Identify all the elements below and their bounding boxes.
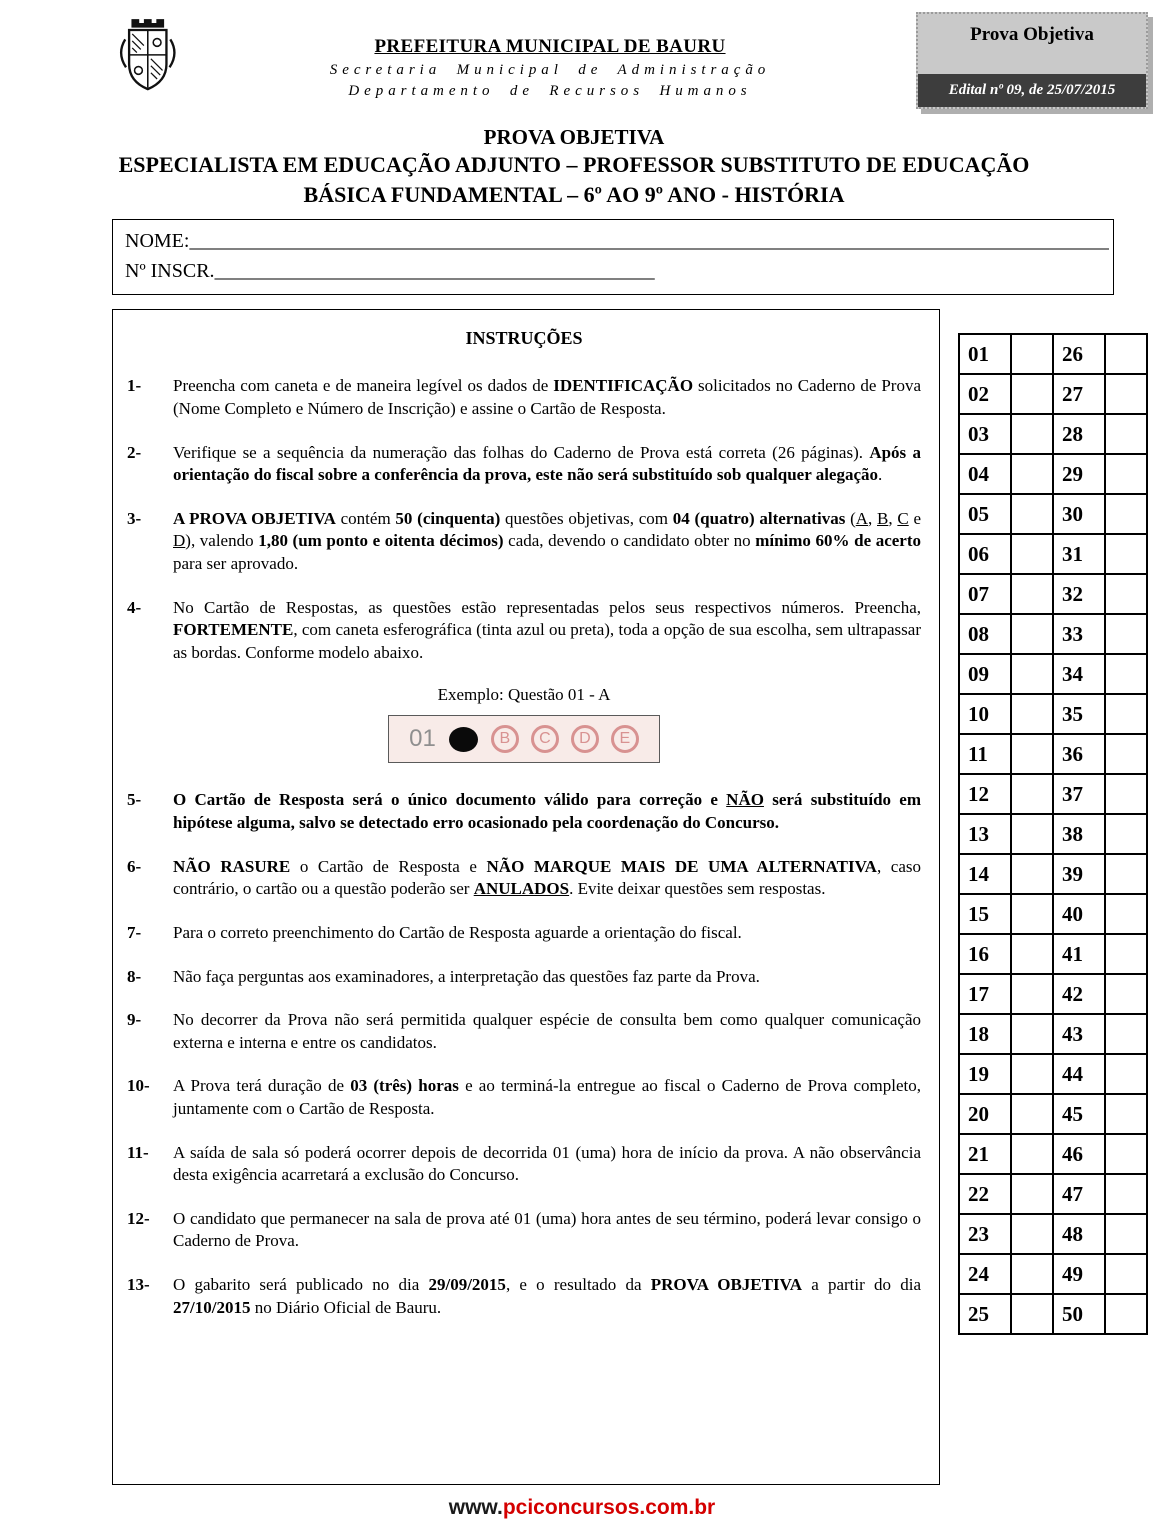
answer-cell xyxy=(1011,334,1053,374)
answer-grid-row xyxy=(959,1174,1147,1214)
answer-cell xyxy=(1011,734,1053,774)
answer-grid-wrap xyxy=(958,333,1148,1485)
instruction-item xyxy=(127,1075,921,1120)
example-options xyxy=(491,725,639,753)
example-question-number: 01 xyxy=(409,725,436,753)
question-number-cell: 45 xyxy=(1053,1094,1105,1134)
instruction-item xyxy=(127,922,921,945)
answer-grid-row xyxy=(959,894,1147,934)
answer-grid-row xyxy=(959,1214,1147,1254)
inscription-blank-line: ____________________________________________ xyxy=(214,260,655,283)
answer-cell xyxy=(1105,854,1147,894)
question-number-cell: 34 xyxy=(1053,654,1105,694)
answer-grid-row xyxy=(959,1294,1147,1334)
question-number-cell: 22 xyxy=(959,1174,1011,1214)
answer-grid-row xyxy=(959,374,1147,414)
question-number-cell: 07 xyxy=(959,574,1011,614)
instruction-item xyxy=(127,1208,921,1253)
answer-grid-row xyxy=(959,1254,1147,1294)
instructions-part1 xyxy=(127,375,921,664)
answer-cell xyxy=(1105,774,1147,814)
instruction-item xyxy=(127,597,921,665)
answer-grid-row xyxy=(959,694,1147,734)
answer-cell xyxy=(1105,414,1147,454)
question-number-cell: 27 xyxy=(1053,374,1105,414)
footer-url-main: pciconcursos.com.br xyxy=(502,1496,716,1519)
instruction-number: 1- xyxy=(127,376,142,396)
answer-grid-row xyxy=(959,774,1147,814)
answer-cell xyxy=(1105,694,1147,734)
answer-cell xyxy=(1011,1014,1053,1054)
answer-grid-row xyxy=(959,614,1147,654)
question-number-cell: 50 xyxy=(1053,1294,1105,1334)
main-area xyxy=(112,309,1148,1485)
instruction-item xyxy=(127,966,921,989)
answer-cell xyxy=(1011,1094,1053,1134)
question-number-cell: 04 xyxy=(959,454,1011,494)
instruction-text: No Cartão de Respostas, as questões estão representadas pelos seus respectivos números. Preencha, FORTEMENTE, com caneta esferográfica (tinta azul ou preta), toda a opção de sua escolha, sem ultrapassar as bordas. Conforme modelo abaixo. xyxy=(173,597,921,662)
instruction-item xyxy=(127,789,921,834)
org-secretaria: Secretaria Municipal de Administração xyxy=(329,62,771,78)
question-number-cell: 02 xyxy=(959,374,1011,414)
question-number-cell: 42 xyxy=(1053,974,1105,1014)
question-number-cell: 47 xyxy=(1053,1174,1105,1214)
answer-cell xyxy=(1011,814,1053,854)
answer-cell xyxy=(1011,774,1053,814)
example-option-circle: B xyxy=(491,725,519,753)
answer-cell xyxy=(1011,654,1053,694)
answer-cell xyxy=(1105,1134,1147,1174)
answer-cell xyxy=(1105,814,1147,854)
answer-cell xyxy=(1105,1094,1147,1134)
answer-grid-row xyxy=(959,814,1147,854)
answer-cell xyxy=(1105,1214,1147,1254)
instruction-number: 6- xyxy=(127,856,142,876)
answer-grid-row xyxy=(959,974,1147,1014)
question-number-cell: 48 xyxy=(1053,1214,1105,1254)
answer-cell xyxy=(1011,934,1053,974)
example-option-circle: C xyxy=(531,725,559,753)
answer-cell xyxy=(1105,1014,1147,1054)
answer-cell xyxy=(1105,494,1147,534)
answer-cell xyxy=(1011,1054,1053,1094)
answer-grid-row xyxy=(959,1054,1147,1094)
name-blank-line: ____________________________________________________________________________________________ xyxy=(189,230,1109,253)
question-number-cell: 32 xyxy=(1053,574,1105,614)
example-caption: Exemplo: Questão 01 - A xyxy=(437,685,611,705)
example-block xyxy=(127,685,921,763)
title-block xyxy=(0,125,1148,209)
answer-cell xyxy=(1011,1254,1053,1294)
answer-cell xyxy=(1105,534,1147,574)
instruction-text: Não faça perguntas aos examinadores, a interpretação das questões faz parte da Prova. xyxy=(173,966,760,986)
instruction-text: O Cartão de Resposta será o único documento válido para correção e NÃO será substituído em hipótese alguma, salvo se detectado erro ocasionado pela coordenação do Concurso. xyxy=(173,790,922,833)
instruction-number: 4- xyxy=(127,597,142,617)
instruction-number: 11- xyxy=(127,1142,149,1162)
answer-cell xyxy=(1011,574,1053,614)
question-number-cell: 08 xyxy=(959,614,1011,654)
question-number-cell: 46 xyxy=(1053,1134,1105,1174)
question-number-cell: 29 xyxy=(1053,454,1105,494)
footer-url-prefix: www. xyxy=(448,1496,503,1519)
question-number-cell: 13 xyxy=(959,814,1011,854)
answer-cell xyxy=(1105,894,1147,934)
question-number-cell: 26 xyxy=(1053,334,1105,374)
bauru-coat-of-arms-logo xyxy=(112,14,184,107)
question-number-cell: 24 xyxy=(959,1254,1011,1294)
answer-cell xyxy=(1105,1254,1147,1294)
instruction-text: O candidato que permanecer na sala de prova até 01 (uma) hora antes de seu término, poderá levar consigo o Caderno de Prova. xyxy=(173,1208,921,1251)
question-number-cell: 05 xyxy=(959,494,1011,534)
answer-cell xyxy=(1011,894,1053,934)
instruction-number: 7- xyxy=(127,922,142,942)
header xyxy=(0,12,1148,109)
question-number-cell: 16 xyxy=(959,934,1011,974)
instruction-number: 3- xyxy=(127,508,142,528)
question-number-cell: 18 xyxy=(959,1014,1011,1054)
instruction-item xyxy=(127,856,921,901)
position-title-line2: BÁSICA FUNDAMENTAL – 6º AO 9º ANO - HISTÓRIA xyxy=(303,181,845,207)
org-name: PREFEITURA MUNICIPAL DE BAURU xyxy=(374,36,726,57)
instruction-number: 13- xyxy=(127,1275,150,1294)
example-answer-strip xyxy=(388,715,660,763)
answer-cell xyxy=(1105,1054,1147,1094)
inscription-field xyxy=(125,256,1109,286)
instructions-box xyxy=(112,309,940,1485)
coat-of-arms-icon xyxy=(112,14,182,102)
question-number-cell: 09 xyxy=(959,654,1011,694)
question-number-cell: 36 xyxy=(1053,734,1105,774)
question-number-cell: 49 xyxy=(1053,1254,1105,1294)
answer-cell xyxy=(1011,1134,1053,1174)
instruction-text: A Prova terá duração de 03 (três) horas e ao terminá-la entregue ao fiscal o Caderno de Prova completo, juntamente com o Cartão de Resposta. xyxy=(173,1076,921,1118)
answer-grid-row xyxy=(959,334,1147,374)
instruction-text: Preencha com caneta e de maneira legível os dados de IDENTIFICAÇÃO solicitados no Caderno de Prova (Nome Completo e Número de Inscrição) e assine o Cartão de Resposta. xyxy=(173,376,922,418)
answer-cell xyxy=(1011,694,1053,734)
answer-cell xyxy=(1105,974,1147,1014)
answer-cell xyxy=(1011,854,1053,894)
answer-cell xyxy=(1105,734,1147,774)
answer-cell xyxy=(1105,614,1147,654)
position-title-line1: ESPECIALISTA EM EDUCAÇÃO ADJUNTO – PROFESSOR SUBSTITUTO DE EDUCAÇÃO xyxy=(118,152,1030,177)
question-number-cell: 33 xyxy=(1053,614,1105,654)
instruction-item xyxy=(127,442,921,487)
answer-cell xyxy=(1011,974,1053,1014)
badge-edital: Edital nº 09, de 25/07/2015 xyxy=(918,74,1146,107)
answer-grid-row xyxy=(959,654,1147,694)
answer-cell xyxy=(1011,494,1053,534)
answer-grid-row xyxy=(959,1014,1147,1054)
question-number-cell: 38 xyxy=(1053,814,1105,854)
question-number-cell: 31 xyxy=(1053,534,1105,574)
inscription-label: Nº INSCR. xyxy=(125,260,215,283)
answer-grid-row xyxy=(959,854,1147,894)
answer-cell xyxy=(1105,1174,1147,1214)
question-number-cell: 12 xyxy=(959,774,1011,814)
question-number-cell: 41 xyxy=(1053,934,1105,974)
candidate-id-box xyxy=(112,219,1114,295)
question-number-cell: 30 xyxy=(1053,494,1105,534)
question-number-cell: 35 xyxy=(1053,694,1105,734)
instructions-part2 xyxy=(127,789,921,1319)
instruction-number: 12- xyxy=(127,1208,150,1228)
footer-link[interactable] xyxy=(449,1496,715,1519)
instruction-item xyxy=(127,1009,921,1054)
org-departamento: Departamento de Recursos Humanos xyxy=(348,83,752,99)
answer-grid-row xyxy=(959,734,1147,774)
question-number-cell: 23 xyxy=(959,1214,1011,1254)
question-number-cell: 20 xyxy=(959,1094,1011,1134)
exam-type-badge xyxy=(916,12,1148,109)
instruction-text: Verifique se a sequência da numeração das folhas do Caderno de Prova está correta (26 páginas). Após a orientação do fiscal sobre a conferência da prova, este não será substituído sob qualquer alegação. xyxy=(173,442,921,485)
instruction-number: 9- xyxy=(127,1010,142,1030)
instruction-number: 5- xyxy=(127,790,142,810)
instruction-item xyxy=(127,508,921,576)
instruction-number: 8- xyxy=(127,966,142,986)
instruction-text: No decorrer da Prova não será permitida qualquer espécie de consulta bem como qualquer comunicação externa e interna e entre os candidatos. xyxy=(173,1010,921,1052)
question-number-cell: 21 xyxy=(959,1134,1011,1174)
answer-cell xyxy=(1011,374,1053,414)
instruction-item xyxy=(127,1142,921,1187)
question-number-cell: 11 xyxy=(959,734,1011,774)
org-block xyxy=(184,12,916,100)
question-number-cell: 15 xyxy=(959,894,1011,934)
answer-cell xyxy=(1011,534,1053,574)
answer-cell xyxy=(1011,414,1053,454)
question-number-cell: 44 xyxy=(1053,1054,1105,1094)
question-number-cell: 25 xyxy=(959,1294,1011,1334)
instruction-text: A saída de sala só poderá ocorrer depois de decorrida 01 (uma) hora de início da prova. A não observância desta exigência acarretará a exclusão do Concurso. xyxy=(173,1142,921,1185)
answer-cell xyxy=(1105,1294,1147,1334)
instruction-number: 10- xyxy=(127,1076,150,1096)
answer-grid-row xyxy=(959,574,1147,614)
example-option-circle: D xyxy=(571,725,599,753)
answer-grid-row xyxy=(959,1134,1147,1174)
content-area xyxy=(0,219,1148,1485)
question-number-cell: 39 xyxy=(1053,854,1105,894)
instruction-text: Para o correto preenchimento do Cartão de Resposta aguarde a orientação do fiscal. xyxy=(173,922,742,942)
question-number-cell: 10 xyxy=(959,694,1011,734)
badge-title: Prova Objetiva xyxy=(970,24,1094,45)
answer-cell xyxy=(1105,934,1147,974)
question-number-cell: 03 xyxy=(959,414,1011,454)
instruction-item xyxy=(127,1274,921,1319)
answer-cell xyxy=(1105,454,1147,494)
answer-grid xyxy=(958,333,1148,1335)
question-number-cell: 40 xyxy=(1053,894,1105,934)
instruction-text: A PROVA OBJETIVA contém 50 (cinquenta) questões objetivas, com 04 (quatro) alternativas (A, B, C e D), valendo 1,80 (um ponto e oitenta décimos) cada, devendo o candidato obter no mínimo 60% de acerto para ser aprovado. xyxy=(173,508,921,574)
name-field xyxy=(125,226,1109,256)
answer-cell xyxy=(1011,1294,1053,1334)
answer-grid-body xyxy=(959,334,1147,1334)
answer-cell xyxy=(1011,1174,1053,1214)
instruction-number: 2- xyxy=(127,442,142,462)
answer-grid-row xyxy=(959,534,1147,574)
question-number-cell: 37 xyxy=(1053,774,1105,814)
answer-cell xyxy=(1105,654,1147,694)
example-option-circle: E xyxy=(611,725,639,753)
question-number-cell: 06 xyxy=(959,534,1011,574)
question-number-cell: 14 xyxy=(959,854,1011,894)
example-filled-bubble xyxy=(449,727,478,752)
answer-grid-row xyxy=(959,934,1147,974)
instruction-item xyxy=(127,375,921,420)
answer-grid-row xyxy=(959,494,1147,534)
answer-cell xyxy=(1105,334,1147,374)
question-number-cell: 43 xyxy=(1053,1014,1105,1054)
answer-cell xyxy=(1011,1214,1053,1254)
question-number-cell: 17 xyxy=(959,974,1011,1014)
answer-cell xyxy=(1011,614,1053,654)
question-number-cell: 19 xyxy=(959,1054,1011,1094)
instructions-title: INSTRUÇÕES xyxy=(465,328,583,349)
answer-grid-row xyxy=(959,454,1147,494)
footer xyxy=(0,1496,1164,1520)
question-number-cell: 28 xyxy=(1053,414,1105,454)
exam-title: PROVA OBJETIVA xyxy=(483,125,665,149)
name-label: NOME: xyxy=(125,230,190,253)
question-number-cell: 01 xyxy=(959,334,1011,374)
answer-grid-row xyxy=(959,414,1147,454)
answer-cell xyxy=(1011,454,1053,494)
answer-cell xyxy=(1105,574,1147,614)
instruction-text: O gabarito será publicado no dia 29/09/2015, e o resultado da PROVA OBJETIVA a partir do dia 27/10/2015 no Diário Oficial de Bauru. xyxy=(173,1275,921,1317)
instruction-text: NÃO RASURE o Cartão de Resposta e NÃO MARQUE MAIS DE UMA ALTERNATIVA, caso contrário, o cartão ou a questão poderão ser ANULADOS. Evite deixar questões sem respostas. xyxy=(173,856,921,899)
answer-cell xyxy=(1105,374,1147,414)
answer-grid-row xyxy=(959,1094,1147,1134)
